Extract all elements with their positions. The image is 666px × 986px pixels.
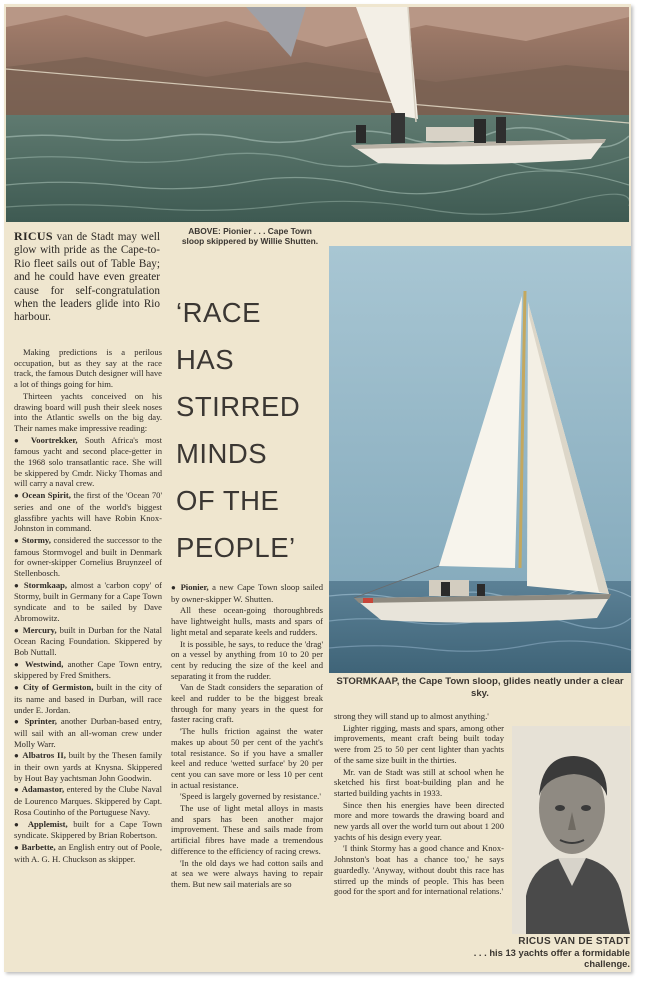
top-photo-caption: ABOVE: Pionier . . . Cape Town sloop skippered by Willie Shutten. [181, 226, 319, 246]
yacht-text: an English entry out of Poole, with A. G. H. Chuckson as skipper. [14, 841, 162, 864]
paragraph: 'Speed is largely governed by resistance.' [180, 791, 321, 802]
paragraph: Van de Stadt considers the separation of keel and rudder to be the biggest break through for many years in the quest for faster racing craft. [171, 682, 323, 725]
paragraph: The use of light metal alloys in masts and spars has been another major improvement. These and sails made from artificial fibres have made a tremendous difference to the efficiency of racing crews. [171, 803, 323, 856]
paragraph: All these ocean-going thoroughbreds have lightweight hulls, masts and spars of light metal and separate keels and rudders. [171, 605, 323, 637]
paragraph: Making predictions is a perilous occupation, but as they say at the race track, the famous Dutch designer will have a lot of things going for him. [14, 347, 162, 390]
yacht-text: entered by the Clube Naval de Lourenco Marques. Skippered by Capt. Rosa Coutinho of the Portuguese Navy. [14, 784, 162, 817]
lead-text: van de Stadt may well glow with pride as the Cape-to-Rio fleet sails out of Table Bay; and he could have even greater cause for self-congratulation when the leaders glide into Rio harbour. [14, 231, 161, 324]
column-2 [171, 582, 323, 891]
lead-dropcap: RICUS [14, 229, 53, 243]
paragraph: Thirteen yachts conceived on his drawing board will push their sleek noses into the Atlantic swells on the big day. Their names make impressive reading: [14, 390, 162, 433]
yacht-entry: ● Adamastor, entered by the Clube Naval de Lourenco Marques. Skippered by Capt. Rosa Coutinho of the Portuguese Navy. [14, 784, 162, 817]
newspaper-clipping [4, 4, 631, 972]
yacht-name: Ocean Spirit, [21, 490, 71, 501]
column-1 [14, 347, 162, 865]
paragraph: strong they will stand up to almost anything.' [334, 711, 489, 721]
headline-line: ‘RACE [176, 297, 262, 328]
paragraph: 'In the old days we had cotton sails and at sea we were always having to repair them. But new sail materials are so [171, 857, 323, 889]
yacht-name: City of Germiston, [22, 682, 94, 693]
paragraph: 'I think Stormy has a good chance and Knox-Johnston's boat has a chance too,' he says guardedly. 'Anyway, without doubt this race has stirred up the minds of people. This has been good for the sport and for international relations.' [334, 843, 504, 897]
yacht-name: Stormkaap, [23, 579, 68, 590]
yacht-entry: ● Pionier, a new Cape Town sloop sailed by owner-skipper W. Shutten. [171, 582, 323, 604]
paragraph: Lighter rigging, masts and spars, among other improvements, meant craft being built today were from 25 to 50 per cent lighter than yachts of the same size built in the thirties. [334, 722, 504, 765]
headline-line: STIRRED [176, 391, 301, 422]
yacht-entry: ● Mercury, built in Durban for the Natal Ocean Racing Foundation. Skippered by Bob Nuttall. [14, 624, 162, 657]
yacht-entry: ● Albatros II, built by the Thesen family in their own yards at Knysna. Skippered by Hout Bay yachtsman John Goodwin. [14, 750, 162, 783]
yacht-name: Albatros II, [22, 750, 66, 761]
caption-text: the Cape Town sloop, glides neatly under a clear sky. [402, 676, 624, 699]
portrait-caption [470, 936, 630, 969]
yacht-text: the first of the 'Ocean 70' series and one of the world's biggest glassfibre yachts will have Robin Knox-Johnston in command. [14, 490, 162, 534]
yacht-text: another Cape Town entry, skippered by Fred Smithers. [14, 658, 162, 681]
yacht-entry: ● Barbette, an English entry out of Poole, with A. G. H. Chuckson as skipper. [14, 841, 162, 864]
yacht-entry: ● Westwind, another Cape Town entry, skippered by Fred Smithers. [14, 658, 162, 681]
right-photo-stormkaap [329, 246, 631, 673]
yacht-text: considered the successor to the famous Stormvogel and built in Denmark for owner-skipper Cornelius Bruynzeel of Stellenbosch. [14, 534, 162, 579]
yacht-entry: ● Sprinter, another Durban-based entry, will sail with an all-woman crew under Molly Warr. [14, 716, 162, 749]
portrait-photo [512, 726, 630, 934]
yacht-entry: ● Applemist, built for a Cape Town syndicate. Skippered by Brian Robertson. [14, 818, 163, 841]
yacht-name: Barbette, [21, 841, 56, 852]
yacht-entry: ● Voortrekker, South Africa's most famous yacht and second place-getter in the 1968 solo transatlantic race. She will be skippered by Cmdr. Nicky Thomas and will carry a naval crew. [14, 434, 162, 489]
top-photo-pionier-sloop [6, 7, 629, 222]
headline-line: HAS [176, 344, 235, 375]
headline-line: MINDS [176, 438, 268, 469]
lead-paragraph [14, 230, 160, 325]
yacht-name: Mercury, [22, 624, 57, 635]
yacht-text: South Africa's most famous yacht and second place-getter in the 1968 solo transatlantic race. She will be skippered by Cmdr. Nicky Thomas and will carry a naval crew. [14, 434, 162, 489]
yacht-name: Applemist, [27, 818, 68, 829]
yacht-entry: ● Ocean Spirit, the first of the 'Ocean 70' series and one of the world's biggest glassfibre yachts will have Robin Knox-Johnston in command. [14, 490, 162, 534]
yacht-name: Adamastor, [21, 784, 65, 795]
headline [176, 289, 326, 571]
right-photo-caption [330, 676, 630, 700]
yacht-entry: ● Stormy, considered the successor to the famous Stormvogel and built in Denmark for owner-skipper Cornelius Bruynzeel of Stellenbosch. [14, 534, 162, 579]
headline-line: OF THE [176, 485, 280, 516]
yacht-name: Pionier, [180, 582, 209, 592]
yacht-text: built in the city of its name and based in Durban, will race under E. Jordan. [14, 682, 162, 715]
yacht-name: Westwind, [24, 658, 64, 669]
paragraph: It is possible, he says, to reduce the 'drag' on a vessel by anything from 10 to 20 per cent by reducing the size of the keel and separating it from the rudder. [171, 638, 323, 681]
yacht-text: almost a 'carbon copy' of Stormy, built in Germany for a Cape Town syndicate and to be sailed by Dave Abromowitz. [14, 579, 162, 623]
yacht-text: built in Durban for the Natal Ocean Racing Foundation. Skippered by Bob Nuttall. [14, 624, 162, 657]
headline-line: PEOPLE’ [176, 532, 296, 563]
paragraph: 'The hulls friction against the water makes up about 50 per cent of the yacht's total resistance. So if you have a smaller keel and reduce 'wetted surface' by 20 per cent you can save more or less 10 per cent in actual resistance. [171, 726, 323, 790]
yacht-entry: ● City of Germiston, built in the city of its name and based in Durban, will race under E. Jordan. [14, 682, 162, 715]
portrait-caption-text: . . . his 13 yachts offer a formidable challenge. [473, 947, 630, 969]
paragraph: Mr. van de Stadt was still at school when he sketched his first boat-building plan and he started building yachts in 1933. [334, 766, 504, 798]
yacht-name: Stormy, [22, 534, 51, 545]
yacht-name: Sprinter, [24, 716, 57, 727]
yacht-text: a new Cape Town sloop sailed by owner-skipper W. Shutten. [171, 582, 323, 604]
yacht-text: built for a Cape Town syndicate. Skippered by Brian Robertson. [14, 818, 163, 841]
paragraph: Since then his energies have been directed more and more towards the drawing board and new yards all over the world turn out about 1 200 yachts of his design every year. [334, 799, 504, 842]
yacht-name: Voortrekker, [30, 434, 78, 445]
yacht-text: built by the Thesen family in their own yards at Knysna. Skippered by Hout Bay yachtsman John Goodwin. [14, 750, 162, 783]
column-3 [334, 711, 504, 898]
yacht-text: another Durban-based entry, will sail with an all-woman crew under Molly Warr. [14, 716, 162, 749]
portrait-caption-name: RICUS VAN DE STADT [518, 936, 630, 947]
yacht-entry: ● Stormkaap, almost a 'carbon copy' of Stormy, built in Germany for a Cape Town syndicate and to be sailed by Dave Abromowitz. [14, 579, 162, 623]
caption-boat-name: STORMKAAP, [336, 676, 400, 687]
